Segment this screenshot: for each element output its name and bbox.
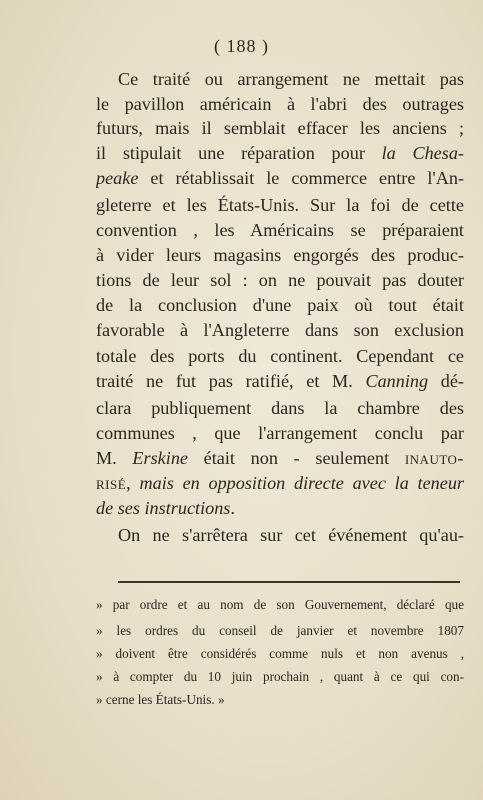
text-line (96, 219, 464, 243)
text-line (96, 497, 235, 519)
text-line (96, 117, 464, 141)
italic-text: de ses instructions (96, 498, 231, 518)
text-run: communes , que l'arrangement conclu par (96, 423, 464, 443)
small-caps-text: inauto- (404, 448, 464, 468)
text-line (96, 397, 464, 421)
page-number: ( 188 ) (214, 36, 269, 56)
text-line (96, 167, 464, 191)
text-run: était non - seulement (187, 448, 405, 468)
text-run: favorable à l'Angleterre dans son exclusion (96, 320, 464, 340)
text-line (96, 93, 464, 117)
text-run: de la conclusion d'une paix où tout était (96, 295, 464, 315)
text-line (96, 422, 464, 446)
italic-text: la Chesa- (381, 143, 464, 163)
text-run: futurs, mais il semblait effacer les anciens ; (96, 118, 464, 138)
text-run: convention , les Américains se préparaient (96, 220, 464, 240)
text-run: et rétablissait le commerce entre l'An- (138, 168, 464, 188)
text-run: M. (96, 448, 133, 468)
text-run: clara publiquement dans la chambre des (96, 398, 464, 418)
text-run: à vider leurs magasins engorgés des produc- (96, 245, 464, 265)
text-line (96, 244, 464, 268)
text-line (118, 524, 464, 548)
footnote-line: » par ordre et au nom de son Gouvernement, déclaré que (96, 597, 464, 612)
italic-text: Canning (365, 371, 429, 391)
text-line (96, 472, 464, 496)
text-line (96, 319, 464, 343)
text-line (96, 294, 464, 318)
text-run: traité ne fut pas ratifié, et M. (96, 371, 366, 391)
text-line (96, 269, 464, 293)
text-line (96, 370, 464, 394)
text-run: On ne s'arrêtera sur cet événement qu'au- (118, 525, 464, 545)
small-caps-text: risé (96, 473, 127, 493)
footnote-line: » cerne les États-Unis. » (96, 692, 225, 707)
italic-text: mais en opposition directe avec la teneur (139, 473, 464, 493)
footnote-rule (118, 581, 460, 583)
italic-text: Erskine (132, 448, 188, 468)
text-run: . (230, 498, 235, 518)
text-line (96, 142, 464, 166)
italic-text: peake (96, 168, 139, 188)
text-run: il stipulait une réparation pour (96, 143, 382, 163)
text-run: , (126, 473, 140, 493)
text-line (96, 194, 464, 218)
text-run: dé- (428, 371, 464, 391)
text-line (96, 345, 464, 369)
text-line (96, 447, 464, 471)
text-run: totale des ports du continent. Cependant ce (96, 346, 464, 366)
footnote-line: » à compter du 10 juin prochain , quant à ce qui con- (96, 669, 464, 684)
text-run: gleterre et les États-Unis. Sur la foi de cette (96, 195, 464, 215)
text-run: le pavillon américain à l'abri des outrages (96, 94, 464, 114)
text-line (118, 68, 464, 92)
text-run: Ce traité ou arrangement ne mettait pas (118, 69, 464, 89)
text-run: tions de leur sol : on ne pouvait pas douter (96, 270, 464, 290)
footnote-line: » les ordres du conseil de janvier et novembre 1807 (96, 623, 464, 638)
footnote-line: » doivent être considérés comme nuls et non avenus , (96, 646, 464, 661)
